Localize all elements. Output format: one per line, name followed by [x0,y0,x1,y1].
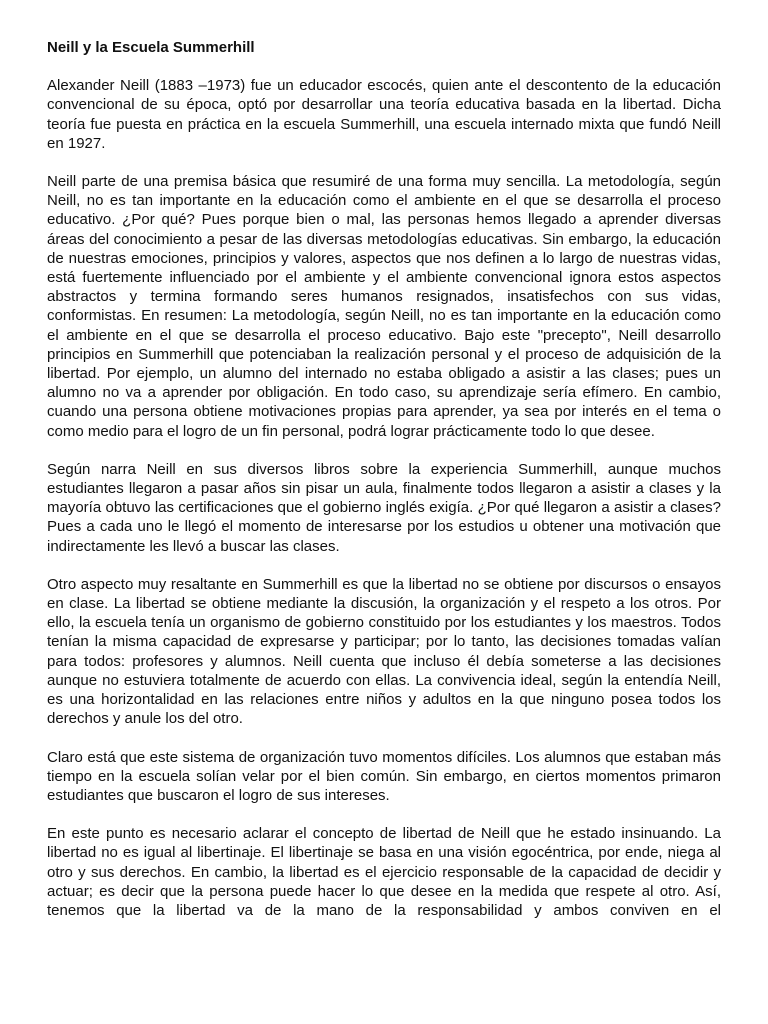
document-page [47,38,721,920]
paragraph-liberty-concept: En este punto es necesario aclarar el concepto de libertad de Neill que he estado insinuando. La libertad no es igual al libertinaje. El libertinaje se basa en una visión egocéntrica, por ende, niega al otro y sus derechos. En cambio, la libertad es el ejercicio responsable de la capacidad de decidir y actuar; es decir que la persona puede hacer lo que desee en la medida que respete al otro. Así, tenemos que la libertad va de la mano de la responsabilidad y ambos conviven en el [47,825,721,919]
paragraph-difficulties: Claro está que este sistema de organización tuvo momentos difíciles. Los alumnos que estaban más tiempo en la escuela solían velar por el bien común. Sin embargo, en ciertos momentos primaron estudiantes que buscaron el logro de sus intereses. [47,748,721,804]
paragraph-experience: Según narra Neill en sus diversos libros sobre la experiencia Summerhill, aunque muchos estudiantes llegaron a pasar años sin pisar un aula, finalmente todos llegaron a asistir a clases y la mayoría obtuvo las certificaciones que el gobierno inglés exigía. ¿Por qué llegaron a asistir a clases? Pues a cada uno le llegó el momento de interesarse por los estudios u obtener una motivación que indirectamente les llevó a buscar las clases. [47,460,721,555]
paragraph-premise: Neill parte de una premisa básica que resumiré de una forma muy sencilla. La metodología, según Neill, no es tan importante en la educación como el ambiente en el que se desarrolla el proceso educativo. ¿Por qué? Pues porque bien o mal, las personas hemos llegado a aprender diversas áreas del conocimiento a pesar de las diversas metodologías educativas. Sin embargo, la educación de nuestras emociones, principios y valores, aspectos que nos definen a lo largo de nuestras vidas, está fuertemente influenciado por el ambiente y el ambiente convencional ignora estos aspectos abstractos y termina formando seres humanos resignados, insatisfechos con sus vidas, conformistas. En resumen: La metodología, según Neill, no es tan importante en la educación como el ambiente en el que se desarrolla el proceso educativo. Bajo este "precepto", Neill desarrollo principios en Summerhill que potenciaban la realización personal y el proceso de adquisición de la libertad. Por ejemplo, un alumno del internado no estaba obligado a asistir a las clases; pues un alumno no va a aprender por obligación. En todo caso, su aprendizaje sería efímero. En cambio, cuando una persona obtiene motivaciones propias para aprender, ya sea por interés en el tema o como medio para el logro de un fin personal, podrá lograr prácticamente todo lo que desee. [47,173,721,440]
document-title: Neill y la Escuela Summerhill [47,39,255,56]
paragraph-freedom-organization: Otro aspecto muy resaltante en Summerhill es que la libertad no se obtiene por discursos o ensayos en clase. La libertad se obtiene mediante la discusión, la organización y el respeto a los otros. Por ello, la escuela tenía un organismo de gobierno constituido por los estudiantes y los maestros. Todos tenían la misma capacidad de expresarse y participar; por lo tanto, las decisiones tomadas valían para todos: profesores y alumnos. Neill cuenta que incluso él debía someterse a las decisiones aunque no estuviera totalmente de acuerdo con ellas. La convivencia ideal, según la entendía Neill, es una horizontalidad en las relaciones entre niños y adultos en la que ninguno posea todos los derechos y anule los del otro. [47,575,721,728]
paragraph-intro: Alexander Neill (1883 –1973) fue un educador escocés, quien ante el descontento de la educación convencional de su época, optó por desarrollar una teoría educativa basada en la libertad. Dicha teoría fue puesta en práctica en la escuela Summerhill, una escuela internado mixta que fundó Neill en 1927. [47,77,721,152]
